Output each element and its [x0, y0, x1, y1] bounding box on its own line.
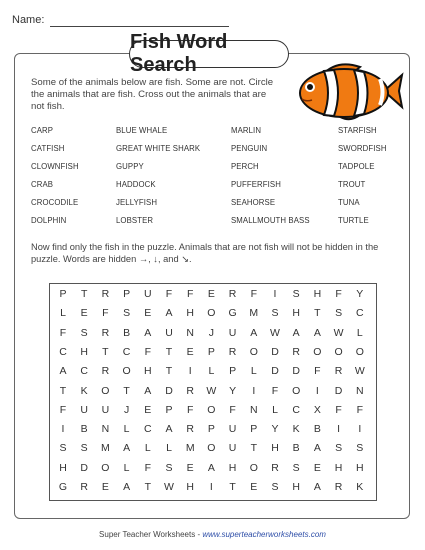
animal-word[interactable]: TUNA — [338, 198, 360, 207]
animal-word[interactable]: JELLYFISH — [116, 198, 158, 207]
animal-word[interactable]: PENGUIN — [231, 144, 268, 153]
puzzle-letter[interactable]: U — [228, 326, 237, 339]
puzzle-letter[interactable]: F — [144, 461, 151, 474]
puzzle-letter[interactable]: F — [186, 403, 194, 416]
puzzle-letter[interactable]: C — [59, 345, 67, 358]
puzzle-letter[interactable]: H — [271, 442, 279, 455]
puzzle-letter[interactable]: T — [144, 481, 151, 493]
puzzle-letter[interactable]: S — [292, 288, 300, 300]
puzzle-letter[interactable]: T — [123, 384, 130, 397]
puzzle-letter[interactable]: P — [207, 345, 215, 358]
puzzle-letter[interactable]: R — [271, 461, 279, 474]
puzzle-letter[interactable]: P — [207, 423, 215, 436]
puzzle-letter[interactable]: W — [164, 481, 174, 493]
puzzle-letter[interactable]: E — [186, 345, 194, 358]
puzzle-letter[interactable]: R — [80, 481, 88, 493]
puzzle-letter[interactable]: F — [102, 307, 109, 320]
puzzle-letter[interactable]: B — [80, 423, 88, 436]
puzzle-letter[interactable]: P — [165, 403, 173, 416]
puzzle-letter[interactable]: F — [59, 403, 67, 416]
footer-brand: Super Teacher Worksheets - — [99, 530, 203, 539]
puzzle-letter[interactable]: D — [80, 461, 88, 474]
puzzle-letter[interactable]: R — [186, 423, 194, 436]
animal-word[interactable]: STARFISH — [338, 126, 377, 135]
puzzle-letter[interactable]: T — [59, 384, 67, 397]
puzzle-letter[interactable]: C — [292, 403, 300, 416]
puzzle-letter[interactable]: E — [101, 481, 109, 493]
puzzle-letter[interactable]: J — [208, 326, 215, 339]
puzzle-letter[interactable]: I — [315, 384, 319, 397]
puzzle-letter[interactable]: H — [313, 288, 322, 300]
animal-word[interactable]: PERCH — [231, 162, 259, 171]
puzzle-letter[interactable]: N — [356, 384, 364, 397]
puzzle-letter[interactable]: H — [59, 461, 67, 474]
puzzle-letter[interactable]: T — [314, 307, 321, 320]
puzzle-letter[interactable]: I — [337, 423, 341, 436]
puzzle-letter[interactable]: A — [165, 307, 173, 320]
puzzle-letter[interactable]: S — [335, 307, 343, 320]
puzzle-letter[interactable]: B — [292, 442, 300, 455]
footer — [0, 530, 425, 539]
puzzle-letter[interactable]: U — [80, 403, 88, 416]
puzzle-letter[interactable]: B — [313, 423, 321, 436]
animal-word[interactable]: CATFISH — [31, 144, 65, 153]
puzzle-letter[interactable]: O — [101, 384, 110, 397]
puzzle-letter[interactable]: E — [144, 403, 152, 416]
footer-link[interactable]: www.superteacherworksheets.com — [202, 530, 326, 539]
puzzle-letter[interactable]: A — [250, 326, 258, 339]
worksheet-title: Fish Word Search — [129, 40, 289, 68]
puzzle-letter[interactable]: R — [186, 384, 194, 397]
puzzle-letter[interactable]: R — [101, 326, 110, 339]
puzzle-letter[interactable]: R — [292, 345, 300, 358]
puzzle-letter[interactable]: I — [252, 384, 256, 397]
puzzle-letter[interactable]: P — [250, 423, 258, 436]
puzzle-letter[interactable]: F — [335, 403, 342, 416]
puzzle-letter[interactable]: K — [292, 423, 300, 436]
puzzle-letter[interactable]: S — [80, 326, 88, 339]
puzzle-letter[interactable]: C — [356, 307, 364, 320]
puzzle-letter[interactable]: H — [334, 461, 343, 474]
puzzle-letter[interactable]: A — [313, 326, 321, 339]
puzzle-letter[interactable]: F — [356, 403, 363, 416]
puzzle-letter[interactable]: P — [229, 365, 237, 378]
puzzle-letter[interactable]: E — [250, 481, 258, 493]
puzzle-letter[interactable]: G — [228, 307, 237, 320]
puzzle-letter[interactable]: O — [313, 345, 322, 358]
puzzle-letter[interactable]: L — [272, 403, 278, 416]
animal-word[interactable]: TURTLE — [338, 216, 369, 225]
puzzle-letter[interactable]: R — [334, 481, 343, 493]
puzzle-letter[interactable]: K — [356, 481, 364, 493]
puzzle-letter[interactable]: F — [250, 288, 257, 300]
puzzle-letter[interactable]: L — [356, 326, 363, 339]
puzzle-letter[interactable]: F — [229, 403, 236, 416]
puzzle-letter[interactable]: A — [144, 326, 152, 339]
puzzle-letter[interactable]: T — [250, 442, 257, 455]
puzzle-letter[interactable]: T — [165, 345, 173, 358]
puzzle-letter[interactable]: U — [144, 288, 152, 300]
puzzle-letter[interactable]: S — [165, 461, 173, 474]
puzzle-letter[interactable]: U — [228, 423, 237, 436]
puzzle-letter[interactable]: A — [165, 423, 173, 436]
puzzle-letter[interactable]: M — [185, 442, 195, 455]
puzzle-letter[interactable]: S — [271, 481, 279, 493]
animal-word[interactable]: MARLIN — [231, 126, 262, 135]
puzzle-letter[interactable]: R — [334, 365, 343, 378]
puzzle-letter[interactable]: U — [101, 403, 110, 416]
puzzle-letter[interactable]: F — [186, 288, 194, 300]
animal-word[interactable]: BLUE WHALE — [116, 126, 168, 135]
puzzle-letter[interactable]: U — [165, 326, 173, 339]
puzzle-letter[interactable]: A — [123, 481, 131, 493]
puzzle-letter[interactable]: F — [335, 288, 342, 300]
puzzle-letter[interactable]: L — [123, 461, 130, 474]
clownfish-icon — [292, 55, 404, 127]
puzzle-letter[interactable]: R — [101, 365, 110, 378]
puzzle-letter[interactable]: J — [123, 403, 130, 416]
puzzle-letter[interactable]: O — [207, 442, 216, 455]
puzzle-letter[interactable]: L — [60, 307, 66, 320]
puzzle-letter[interactable]: C — [122, 345, 131, 358]
puzzle-letter[interactable]: C — [80, 365, 88, 378]
puzzle-letter[interactable]: S — [356, 442, 364, 455]
puzzle-letter[interactable]: A — [144, 384, 152, 397]
puzzle-letter[interactable]: H — [144, 365, 152, 378]
puzzle-letter[interactable]: B — [123, 326, 131, 339]
animal-word[interactable]: CARP — [31, 126, 54, 135]
word-search-grid[interactable] — [49, 283, 377, 501]
puzzle-letter[interactable]: A — [292, 326, 300, 339]
puzzle-letter[interactable]: L — [208, 365, 215, 378]
puzzle-letter[interactable]: R — [101, 288, 110, 300]
animal-word[interactable]: CLOWNFISH — [31, 162, 79, 171]
puzzle-letter[interactable]: L — [250, 365, 257, 378]
animal-word[interactable]: SWORDFISH — [338, 144, 387, 153]
animal-word[interactable]: TADPOLE — [338, 162, 375, 171]
puzzle-letter[interactable]: L — [123, 423, 130, 436]
animal-word[interactable]: SEAHORSE — [231, 198, 276, 207]
puzzle-letter[interactable]: I — [188, 365, 192, 378]
puzzle-letter[interactable]: H — [186, 307, 194, 320]
puzzle-letter[interactable]: N — [186, 326, 194, 339]
puzzle-letter[interactable]: S — [123, 307, 131, 320]
puzzle-letter[interactable]: S — [59, 442, 67, 455]
animal-word[interactable]: DOLPHIN — [31, 216, 67, 225]
puzzle-letter[interactable]: H — [228, 461, 237, 474]
puzzle-letter[interactable]: M — [249, 307, 259, 320]
puzzle-letter[interactable]: O — [292, 384, 301, 397]
puzzle-letter[interactable]: T — [80, 288, 88, 300]
animal-word[interactable]: GUPPY — [116, 162, 144, 171]
puzzle-letter[interactable]: W — [333, 326, 344, 339]
puzzle-letter[interactable]: F — [165, 288, 173, 300]
puzzle-letter[interactable]: O — [249, 461, 258, 474]
name-field-line[interactable] — [50, 26, 229, 27]
puzzle-letter[interactable]: P — [123, 288, 131, 300]
puzzle-letter[interactable]: R — [228, 288, 237, 300]
puzzle-letter[interactable]: O — [207, 403, 216, 416]
puzzle-letter[interactable]: A — [207, 461, 215, 474]
puzzle-letter[interactable]: W — [270, 326, 280, 339]
puzzle-letter[interactable]: O — [334, 345, 343, 358]
puzzle-letter[interactable]: A — [313, 442, 321, 455]
intro-text: Some of the animals below are fish. Some are not. Circle the animals that are fish. Cross out the animals that are not fish. — [31, 77, 274, 113]
animal-word[interactable]: LOBSTER — [116, 216, 154, 225]
animal-word[interactable]: CROCODILE — [31, 198, 79, 207]
puzzle-letter[interactable]: H — [292, 481, 300, 493]
puzzle-letter[interactable]: R — [228, 345, 237, 358]
animal-word[interactable]: SMALLMOUTH BASS — [231, 216, 310, 225]
puzzle-letter[interactable]: W — [354, 365, 365, 378]
puzzle-letter[interactable]: G — [58, 481, 68, 493]
puzzle-letter[interactable]: F — [314, 365, 321, 378]
puzzle-letter[interactable]: T — [102, 345, 109, 358]
puzzle-letter[interactable]: F — [271, 384, 279, 397]
puzzle-letter[interactable]: L — [144, 442, 151, 455]
puzzle-letter[interactable]: N — [250, 403, 258, 416]
puzzle-letter[interactable]: E — [80, 307, 88, 320]
animal-word[interactable]: PUFFERFISH — [231, 180, 281, 189]
puzzle-letter[interactable]: D — [271, 365, 279, 378]
animal-word[interactable]: TROUT — [338, 180, 366, 189]
puzzle-letter[interactable]: U — [228, 442, 237, 455]
puzzle-letter[interactable]: A — [59, 365, 67, 378]
puzzle-letter[interactable]: H — [292, 307, 300, 320]
puzzle-letter[interactable]: O — [101, 461, 110, 474]
puzzle-letter[interactable]: O — [122, 365, 131, 378]
instructions-text: Now find only the fish in the puzzle. Animals that are not fish will not be hidden in the puzzle. Words are hidden — [31, 242, 379, 265]
animal-word[interactable]: HADDOCK — [116, 180, 156, 189]
animal-word[interactable]: GREAT WHITE SHARK — [116, 144, 201, 153]
name-label: Name: — [12, 14, 45, 26]
puzzle-letter[interactable]: O — [207, 307, 216, 320]
puzzle-letter[interactable]: H — [80, 345, 88, 358]
puzzle-letter[interactable]: I — [61, 423, 65, 436]
puzzle-letter[interactable]: S — [335, 442, 343, 455]
puzzle-letter[interactable]: S — [80, 442, 88, 455]
puzzle-letter[interactable]: N — [101, 423, 110, 436]
puzzle-letter[interactable]: S — [292, 461, 300, 474]
animal-word-list — [31, 126, 401, 226]
puzzle-letter[interactable]: M — [101, 442, 110, 455]
puzzle-letter[interactable]: D — [334, 384, 343, 397]
puzzle-letter[interactable]: Y — [271, 423, 279, 436]
puzzle-letter[interactable]: T — [229, 481, 236, 493]
puzzle-letter[interactable]: A — [313, 481, 321, 493]
puzzle-letter[interactable]: I — [358, 423, 362, 436]
puzzle-letter[interactable]: D — [292, 365, 300, 378]
puzzle-letter[interactable]: E — [313, 461, 321, 474]
puzzle-letter[interactable]: E — [207, 288, 215, 300]
puzzle-letter[interactable]: O — [249, 345, 258, 358]
puzzle-letter[interactable]: D — [165, 384, 173, 397]
puzzle-letter[interactable]: D — [271, 345, 279, 358]
puzzle-letter[interactable]: E — [186, 461, 194, 474]
puzzle-letter[interactable]: S — [271, 307, 279, 320]
puzzle-letter[interactable]: O — [355, 345, 364, 358]
puzzle-letter[interactable]: I — [209, 481, 213, 493]
puzzle-letter[interactable]: C — [144, 423, 152, 436]
puzzle-letter[interactable]: X — [313, 403, 321, 416]
puzzle-letter[interactable]: Y — [356, 288, 364, 300]
puzzle-letter[interactable]: H — [356, 461, 364, 474]
direction-arrows: →, ↓, and ↘. — [138, 254, 192, 265]
animal-word[interactable]: CRAB — [31, 180, 54, 189]
puzzle-letter[interactable]: E — [144, 307, 152, 320]
puzzle-letter[interactable]: L — [166, 442, 172, 455]
puzzle-letter[interactable]: Y — [229, 384, 237, 397]
puzzle-letter[interactable]: K — [80, 384, 88, 397]
puzzle-letter[interactable]: T — [165, 365, 173, 378]
puzzle-letter[interactable]: F — [144, 345, 151, 358]
puzzle-letter[interactable]: P — [59, 288, 67, 300]
puzzle-letter[interactable]: H — [186, 481, 194, 493]
puzzle-letter[interactable]: A — [123, 442, 131, 455]
puzzle-instructions — [31, 241, 401, 265]
puzzle-letter[interactable]: F — [59, 326, 67, 339]
puzzle-letter[interactable]: W — [206, 384, 217, 397]
puzzle-letter[interactable]: I — [273, 288, 277, 300]
